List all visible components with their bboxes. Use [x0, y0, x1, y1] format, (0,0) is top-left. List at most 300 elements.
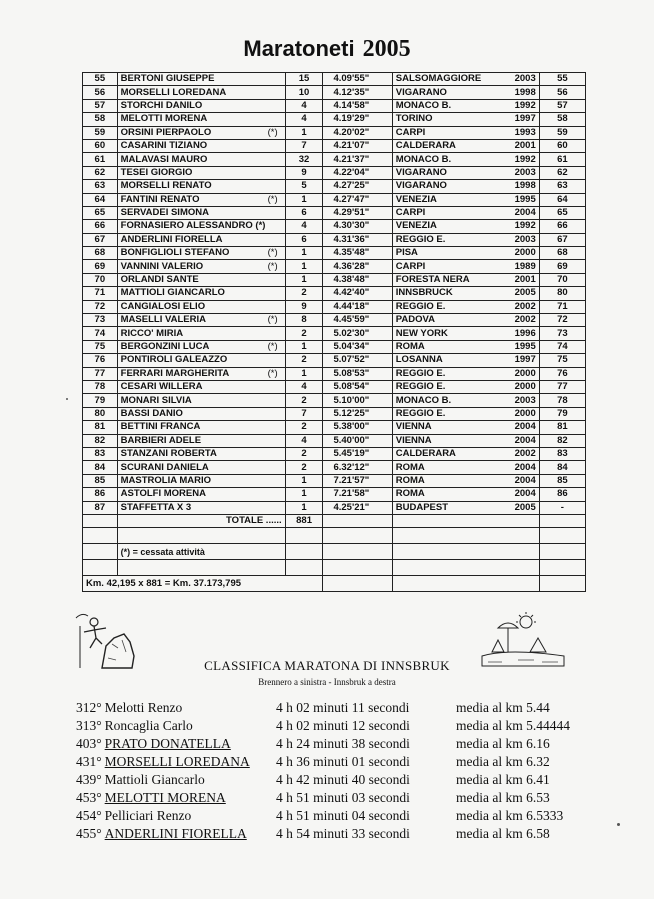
- table-row: [83, 421, 586, 434]
- best-time: 4.35'48": [323, 247, 392, 260]
- table-row: [83, 180, 586, 193]
- runner-name-text: MELOTTI MORENA: [120, 113, 208, 125]
- race-city: SALSOMAGGIORE: [395, 73, 482, 85]
- race-location: [392, 354, 539, 367]
- runner-name-text: BERTONI GIUSEPPE: [120, 73, 215, 85]
- ranking-entry: [76, 736, 596, 754]
- runner-name-text: MASTROLIA MARIO: [120, 474, 212, 486]
- empty-cell: [83, 544, 118, 560]
- runner-name: [117, 354, 285, 367]
- race-year: 2004: [514, 488, 536, 500]
- runner-name: [117, 501, 285, 514]
- ranking-runner: [76, 826, 247, 842]
- position: 70: [539, 273, 585, 286]
- race-year: 2002: [514, 314, 536, 326]
- race-location: [392, 314, 539, 327]
- runner-name-text: RICCO' MIRIA: [120, 327, 184, 339]
- race-city: MONACO B.: [395, 99, 452, 111]
- row-number: 84: [83, 461, 118, 474]
- position: 81: [539, 421, 585, 434]
- inactive-marker: (*): [267, 260, 278, 272]
- scan-speck: [617, 823, 620, 826]
- ranking-average: media al km 6.41: [456, 772, 550, 787]
- position: 72: [539, 314, 585, 327]
- race-year: 2000: [514, 381, 536, 393]
- runner-name-text: FORNASIERO ALESSANDRO (*): [120, 220, 266, 232]
- empty-cell: [323, 514, 392, 527]
- runner-name: [117, 180, 285, 193]
- position: 58: [539, 113, 585, 126]
- empty-cell: [539, 514, 585, 527]
- table-row: [83, 139, 586, 152]
- marathoners-table: [82, 72, 586, 592]
- race-city: VENEZIA: [395, 220, 437, 232]
- table-row: [83, 327, 586, 340]
- best-time: 5.07'52": [323, 354, 392, 367]
- race-city: VIENNA: [395, 421, 432, 433]
- race-year: 1996: [514, 327, 536, 339]
- runner-name-text: MORSELLI RENATO: [120, 180, 212, 192]
- title-year: 2005: [362, 36, 411, 62]
- best-time: 5.02'30": [323, 327, 392, 340]
- race-year: 1995: [514, 341, 536, 352]
- race-location: [392, 86, 539, 99]
- ranking-average: media al km 6.58: [456, 826, 550, 841]
- race-city: REGGIO E.: [395, 367, 446, 379]
- position: 83: [539, 447, 585, 460]
- race-city: LOSANNA: [395, 354, 443, 366]
- ranking-name: ANDERLINI FIORELLA: [104, 826, 247, 841]
- ranking-entry: [76, 754, 596, 772]
- best-time: 5.04'34": [323, 340, 392, 353]
- race-year: 2003: [514, 233, 536, 245]
- race-year: 2005: [514, 501, 536, 513]
- ranking-runner: [76, 718, 193, 734]
- ranking-title: CLASSIFICA MARATONA DI INNSBRUK: [204, 658, 450, 673]
- ranking-time: 4 h 02 minuti 12 secondi: [276, 718, 410, 733]
- race-year: 2000: [514, 247, 536, 259]
- runner-name-text: ASTOLFI MORENA: [120, 488, 206, 500]
- ranking-position: 431°: [76, 754, 102, 769]
- best-time: 5.10'00": [323, 394, 392, 407]
- row-number: 63: [83, 180, 118, 193]
- ranking-subtitle: Brennero a sinistra - Innsbruk a destra: [258, 677, 396, 687]
- row-number: 62: [83, 166, 118, 179]
- best-time: 7.21'58": [323, 488, 392, 501]
- race-location: [392, 180, 539, 193]
- footnote: (*) = cessata attività: [117, 544, 285, 560]
- runner-name: [117, 380, 285, 393]
- marathon-count: 5: [285, 180, 323, 193]
- empty-cell: [539, 560, 585, 576]
- race-year: 1992: [514, 220, 536, 232]
- row-number: 57: [83, 99, 118, 112]
- position: 62: [539, 166, 585, 179]
- runner-name: [117, 126, 285, 139]
- position: 76: [539, 367, 585, 380]
- race-year: 1998: [514, 86, 536, 98]
- race-city: VENEZIA: [395, 193, 437, 205]
- ranking-entry: [76, 808, 596, 826]
- race-city: REGGIO E.: [395, 300, 446, 312]
- ranking-runner: [76, 772, 205, 788]
- ranking-name: Mattioli Giancarlo: [104, 772, 205, 787]
- race-year: 2001: [514, 140, 536, 152]
- table-row: [83, 380, 586, 393]
- empty-cell: [323, 528, 392, 544]
- race-location: [392, 380, 539, 393]
- race-location: [392, 113, 539, 126]
- marathon-count: 2: [285, 394, 323, 407]
- best-time: 4.22'04": [323, 166, 392, 179]
- race-city: VIGARANO: [395, 180, 447, 192]
- race-year: 2005: [514, 287, 536, 299]
- runner-name-text: CESARI WILLERA: [120, 381, 203, 393]
- blank-row: [83, 528, 586, 544]
- race-location: [392, 220, 539, 233]
- runner-name: [117, 166, 285, 179]
- table-row: [83, 193, 586, 206]
- ranking-time: 4 h 36 minuti 01 secondi: [276, 754, 410, 769]
- runner-name: [117, 434, 285, 447]
- race-city: MONACO B.: [395, 153, 452, 165]
- marathon-count: 1: [285, 340, 323, 353]
- race-city: ROMA: [395, 461, 425, 473]
- ranking-name: PRATO DONATELLA: [104, 736, 231, 751]
- race-year: 1997: [514, 354, 536, 366]
- race-year: 2001: [514, 274, 536, 286]
- race-location: [392, 260, 539, 273]
- position: 86: [539, 488, 585, 501]
- table-row: [83, 367, 586, 380]
- ranking-time: 4 h 42 minuti 40 secondi: [276, 772, 410, 787]
- total-row: [83, 514, 586, 527]
- ranking-name: Pelliciari Renzo: [104, 808, 192, 823]
- row-number: 68: [83, 247, 118, 260]
- ranking-position: 403°: [76, 736, 102, 751]
- race-city: VIGARANO: [395, 86, 447, 98]
- ranking-time: 4 h 02 minuti 11 secondi: [276, 700, 410, 715]
- race-year: 2002: [514, 300, 536, 312]
- ranking-entry: [76, 790, 596, 808]
- marathon-count: 2: [285, 461, 323, 474]
- best-time: 4.27'25": [323, 180, 392, 193]
- race-city: REGGIO E.: [395, 381, 446, 393]
- best-time: 5.08'53": [323, 367, 392, 380]
- race-city: ROMA: [395, 341, 425, 352]
- position: 73: [539, 327, 585, 340]
- ranking-runner: [76, 754, 250, 770]
- best-time: 4.14'58": [323, 99, 392, 112]
- race-city: ROMA: [395, 488, 425, 500]
- row-number: 80: [83, 407, 118, 420]
- inactive-marker: (*): [267, 314, 278, 326]
- row-number: 81: [83, 421, 118, 434]
- race-location: [392, 166, 539, 179]
- row-number: 72: [83, 300, 118, 313]
- row-number: 78: [83, 380, 118, 393]
- position: 55: [539, 73, 585, 86]
- marathon-count: 4: [285, 99, 323, 112]
- ranking-name: MELOTTI MORENA: [104, 790, 226, 805]
- runner-name: [117, 367, 285, 380]
- race-location: [392, 488, 539, 501]
- runner-name-text: CASARINI TIZIANO: [120, 140, 208, 152]
- best-time: 4.20'02": [323, 126, 392, 139]
- row-number: 59: [83, 126, 118, 139]
- runner-name: [117, 113, 285, 126]
- race-location: [392, 300, 539, 313]
- runner-name: [117, 220, 285, 233]
- position: 80: [539, 287, 585, 300]
- table-row: [83, 407, 586, 420]
- race-location: [392, 139, 539, 152]
- marathon-count: 1: [285, 273, 323, 286]
- row-number: 74: [83, 327, 118, 340]
- position: 79: [539, 407, 585, 420]
- race-city: NEW YORK: [395, 327, 448, 339]
- race-city: FORESTA NERA: [395, 274, 470, 286]
- race-city: CARPI: [395, 126, 426, 138]
- race-city: VIENNA: [395, 434, 432, 446]
- marathon-count: 6: [285, 233, 323, 246]
- marathon-count: 6: [285, 206, 323, 219]
- position: 78: [539, 394, 585, 407]
- runner-name-text: ORSINI PIERPAOLO: [120, 126, 212, 138]
- marathon-count: 1: [285, 260, 323, 273]
- empty-cell: [392, 560, 539, 576]
- runner-name-text: MALAVASI MAURO: [120, 153, 208, 165]
- runner-name-text: SERVADEI SIMONA: [120, 207, 209, 219]
- position: 71: [539, 300, 585, 313]
- race-location: [392, 340, 539, 353]
- race-location: [392, 153, 539, 166]
- runner-name-text: BONFIGLIOLI STEFANO: [120, 247, 230, 259]
- runner-name-text: STORCHI DANILO: [120, 99, 203, 111]
- row-number: 83: [83, 447, 118, 460]
- best-time: 6.32'12": [323, 461, 392, 474]
- runner-name: [117, 206, 285, 219]
- table-row: [83, 260, 586, 273]
- runner-name: [117, 474, 285, 487]
- table-row: [83, 300, 586, 313]
- race-year: 1998: [514, 180, 536, 192]
- position: 61: [539, 153, 585, 166]
- race-location: [392, 126, 539, 139]
- page-title: [0, 36, 654, 63]
- row-number: 85: [83, 474, 118, 487]
- best-time: 4.27'47": [323, 193, 392, 206]
- empty-cell: [83, 514, 118, 527]
- marathon-count: 1: [285, 488, 323, 501]
- table-row: [83, 474, 586, 487]
- position: 77: [539, 380, 585, 393]
- empty-cell: [392, 528, 539, 544]
- table-row: [83, 233, 586, 246]
- race-location: [392, 501, 539, 514]
- empty-cell: [539, 544, 585, 560]
- ranking-runner: [76, 808, 191, 824]
- position: 60: [539, 139, 585, 152]
- race-year: 1992: [514, 99, 536, 111]
- runner-name: [117, 327, 285, 340]
- race-city: ROMA: [395, 474, 425, 486]
- race-year: 2000: [514, 367, 536, 379]
- runner-name-text: PONTIROLI GALEAZZO: [120, 354, 228, 366]
- table-row: [83, 86, 586, 99]
- race-year: 2003: [514, 166, 536, 178]
- runner-name: [117, 287, 285, 300]
- table-row: [83, 166, 586, 179]
- race-year: 1997: [514, 113, 536, 125]
- race-year: 2003: [514, 394, 536, 406]
- race-location: [392, 434, 539, 447]
- table-row: [83, 287, 586, 300]
- marathon-count: 10: [285, 86, 323, 99]
- marathon-count: 8: [285, 314, 323, 327]
- empty-cell: [323, 544, 392, 560]
- position: 75: [539, 354, 585, 367]
- best-time: 4.25'21": [323, 501, 392, 514]
- total-label: TOTALE ......: [117, 514, 285, 527]
- row-number: 66: [83, 220, 118, 233]
- table-row: [83, 206, 586, 219]
- ranking-name: Melotti Renzo: [104, 700, 183, 715]
- race-year: 2004: [514, 461, 536, 473]
- table-row: [83, 113, 586, 126]
- position: 59: [539, 126, 585, 139]
- row-number: 77: [83, 367, 118, 380]
- marathon-count: 4: [285, 113, 323, 126]
- runner-name: [117, 314, 285, 327]
- runner-name: [117, 260, 285, 273]
- race-year: 2004: [514, 434, 536, 446]
- best-time: 5.38'00": [323, 421, 392, 434]
- runner-name: [117, 300, 285, 313]
- ranking-time: 4 h 54 minuti 33 secondi: [276, 826, 410, 841]
- position: 63: [539, 180, 585, 193]
- position: 85: [539, 474, 585, 487]
- empty-cell: [323, 576, 392, 592]
- race-year: 1995: [514, 193, 536, 205]
- race-location: [392, 99, 539, 112]
- race-year: 2003: [514, 73, 536, 85]
- ranking-average: media al km 6.32: [456, 754, 550, 769]
- row-number: 82: [83, 434, 118, 447]
- table-row: [83, 354, 586, 367]
- empty-cell: [83, 560, 118, 576]
- row-number: 58: [83, 113, 118, 126]
- row-number: 79: [83, 394, 118, 407]
- ranking-average: media al km 6.5333: [456, 808, 564, 823]
- marathon-count: 1: [285, 367, 323, 380]
- best-time: 4.30'30": [323, 220, 392, 233]
- empty-cell: [285, 560, 323, 576]
- race-year: 2004: [514, 207, 536, 219]
- inactive-marker: (*): [267, 367, 278, 379]
- runner-name-text: BERGONZINI LUCA: [120, 341, 210, 352]
- race-city: BUDAPEST: [395, 501, 449, 513]
- position: 68: [539, 247, 585, 260]
- row-number: 64: [83, 193, 118, 206]
- marathon-count: 2: [285, 287, 323, 300]
- runner-name-text: FANTINI RENATO: [120, 193, 200, 205]
- empty-cell: [117, 560, 285, 576]
- runner-name: [117, 73, 285, 86]
- runner-name: [117, 461, 285, 474]
- race-location: [392, 394, 539, 407]
- marathon-count: 1: [285, 126, 323, 139]
- marathon-count: 9: [285, 166, 323, 179]
- best-time: 4.31'36": [323, 233, 392, 246]
- row-number: 61: [83, 153, 118, 166]
- ranking-time: 4 h 51 minuti 04 secondi: [276, 808, 410, 823]
- race-city: CARPI: [395, 207, 426, 219]
- race-year: 2000: [514, 407, 536, 419]
- ranking-list: [76, 700, 596, 844]
- best-time: 5.12'25": [323, 407, 392, 420]
- ranking-position: 454°: [76, 808, 102, 823]
- ranking-position: 312°: [76, 700, 102, 715]
- marathon-count: 9: [285, 300, 323, 313]
- row-number: 56: [83, 86, 118, 99]
- best-time: 5.40'00": [323, 434, 392, 447]
- marathon-count: 32: [285, 153, 323, 166]
- position: 64: [539, 193, 585, 206]
- race-location: [392, 447, 539, 460]
- marathon-count: 2: [285, 354, 323, 367]
- table-row: [83, 220, 586, 233]
- best-time: 4.45'59": [323, 314, 392, 327]
- runner-name-text: FERRARI MARGHERITA: [120, 367, 230, 379]
- best-time: 4.21'07": [323, 139, 392, 152]
- row-number: 76: [83, 354, 118, 367]
- empty-cell: [539, 528, 585, 544]
- race-city: PISA: [395, 247, 418, 259]
- ranking-time: 4 h 51 minuti 03 secondi: [276, 790, 410, 805]
- ranking-runner: [76, 700, 182, 716]
- marathon-count: 1: [285, 193, 323, 206]
- footnote-row: [83, 544, 586, 560]
- empty-cell: [392, 576, 539, 592]
- race-year: 2002: [514, 448, 536, 460]
- best-time: 4.21'37": [323, 153, 392, 166]
- runner-name: [117, 99, 285, 112]
- position: 56: [539, 86, 585, 99]
- position: 74: [539, 340, 585, 353]
- marathon-count: 1: [285, 474, 323, 487]
- race-location: [392, 327, 539, 340]
- runner-name-text: STANZANI ROBERTA: [120, 448, 217, 460]
- ranking-entry: [76, 826, 596, 844]
- best-time: 4.36'28": [323, 260, 392, 273]
- ranking-entry: [76, 772, 596, 790]
- race-location: [392, 247, 539, 260]
- table-row: [83, 501, 586, 514]
- best-time: 5.45'19": [323, 447, 392, 460]
- race-city: INNSBRUCK: [395, 287, 453, 299]
- marathon-count: 7: [285, 407, 323, 420]
- empty-cell: [539, 576, 585, 592]
- position: 57: [539, 99, 585, 112]
- best-time: 4.29'51": [323, 206, 392, 219]
- position: 66: [539, 220, 585, 233]
- runner-name-text: ORLANDI SANTE: [120, 274, 199, 286]
- runner-name-text: STAFFETTA X 3: [120, 501, 192, 513]
- table-row: [83, 314, 586, 327]
- race-city: CARPI: [395, 260, 426, 272]
- best-time: 4.19'29": [323, 113, 392, 126]
